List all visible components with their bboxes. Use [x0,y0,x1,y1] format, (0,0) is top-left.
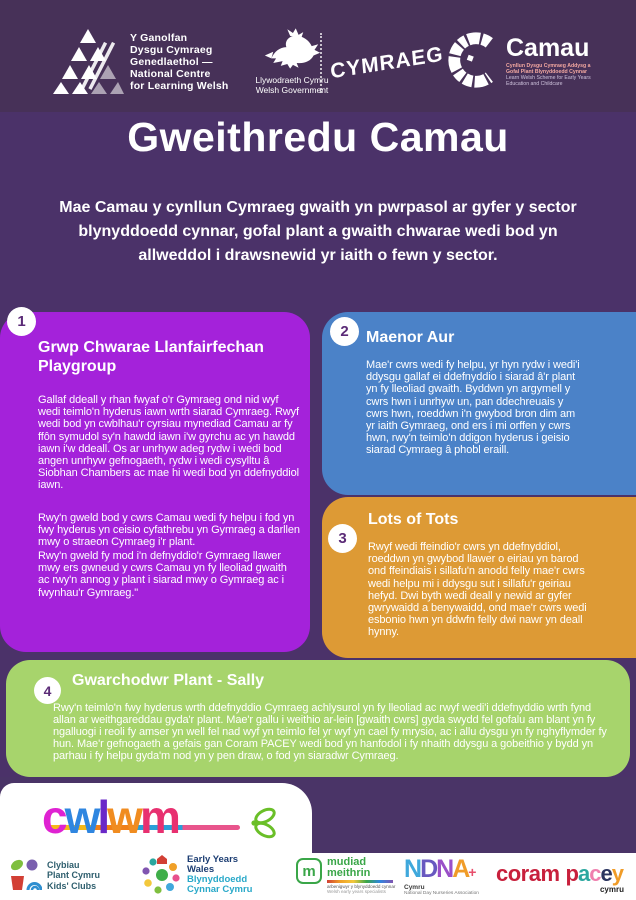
footer [0,777,636,900]
early-years-line: Early Years [187,854,239,865]
card-paragraph: Rwy'n gweld fy mod i'n defnyddio'r Gymraeg llawer mwy ers gwneud y cwrs Camau yn fy lleoliad gwaith ac rwy'n annog y plant i siarad mwy o Gymraeg ac i fwynhau'r Gymraeg." [38,550,287,599]
welsh-government-logo [240,27,344,95]
card-paragraph: Rwy'n gweld bod y cwrs Camau wedi fy helpu i fod yn fwy hyderus yn ceisio cyfathrebu yn Gymraeg a darllen mwy o straeon Cymraeg i'r plant. [38,512,300,549]
clybiau-icon [8,857,42,894]
page-title: Gweithredu Camau [127,114,509,160]
pacey-wordmark: pacey [565,861,623,886]
camau-tagline-en: Learn Welsh Scheme for Early Years Education and Childcare [506,75,591,87]
testimonial-card-1 [0,312,310,652]
card-number-badge: 3 [328,524,357,553]
cwlwm-logo [42,787,278,851]
welsh-government-name-cy: Llywodraeth Cymru [255,75,329,85]
welsh-dragon-icon [262,27,322,69]
early-years-icon [142,855,182,895]
testimonial-card-4 [6,660,630,777]
card-title: Grwp Chwarae Llanfairfechan Playgroup [38,339,264,375]
learn-welsh-line: Dysgu Cymraeg [130,44,213,56]
early-years-line: Blynyddoedd [187,874,248,885]
learn-welsh-line: National Centre [130,68,211,80]
camau-tagline-cy: Cynllun Dysgu Cymraeg Addysg a Gofal Plant Blynyddoedd Cynnar [506,63,591,75]
learn-welsh-triangle-icon [52,26,124,94]
card-title: Gwarchodwr Plant - Sally [72,672,265,689]
mudiad-m-icon: m [296,858,322,884]
card-paragraph: Rwy'n teimlo'n fwy hyderus wrth ddefnyddio Cymraeg achlysurol yn fy lleoliad ac rwyf wedi'i ddefnyddio wrth fynd allan ar weithgareddau gyda'r plant. Mae'r gallu i weithio ar-lein [gwaith cwrs] gyda swydd fel gofalu am blant yn fy ngalluogi i reoli fy amser yn well fel nad wyf yn teimlo fel yr wyf yn cael fy mrysio, ac i allu dysgu yn fy nghyflymder fy hun. Mae'r gefnogaeth a gefais gan Coram PACEY wedi bod yn hanfodol i fy nhaith ddysgu a gobeithio y bydd yn parhau i fy helpu gyda'm nod yn y pen draw, o fod yn siaradwr Cymraeg. [53,702,607,762]
ndna-wordmark: NDNA [404,855,469,883]
header-band [0,0,636,112]
mudiad-color-bar [327,880,393,883]
card-paragraph: Gallaf ddeall y rhan fwyaf o'r Gymraeg ond nid wyf wedi teimlo'n hyderus iawn wrth siarad Cymraeg. Rwyf wedi bod yn cwblhau'r cyrsiau mynediad Camau ar fy ffôn symudol sy'n hawdd iawn i'w gyrchu ac yn hawdd iawn i'w ddeall. Os ar unrhyw adeg rydw i wedi bod angen unrhyw gefnogaeth, rydw i wedi cysylltu â Siobhan Chambers ac mae hi wedi bod yn ddefnyddiol iawn. [38,394,299,492]
mudiad-name: meithrin [327,866,371,879]
testimonial-card-3 [322,497,636,658]
clybiau-line: Plant Cymru [47,870,101,881]
coram-wordmark: coram [496,861,560,886]
mudiad-tagline-cy: arbenigwyr y blynyddoedd cynnar [327,884,396,889]
card-number-badge: 4 [34,677,61,704]
ndna-subtitle: National Day Nurseries Association [404,891,479,896]
learn-welsh-logo-text [130,32,229,92]
clybiau-plant-cymru-logo [8,857,100,894]
mudiad-tagline-en: Welsh early years specialists [327,889,386,894]
early-years-wales-logo [142,855,252,895]
welsh-government-name-en: Welsh Government [255,85,329,95]
cwlwm-wordmark: cwlwm [42,791,178,843]
cymraeg-wordmark: CYMRAEG [329,42,445,84]
camau-logo [444,27,624,97]
card-title: Lots of Tots [368,511,459,528]
card-number-badge: 2 [330,317,359,346]
card-number-badge: 1 [7,307,36,336]
learn-welsh-line: for Learning Welsh [130,80,229,92]
ndna-plus-icon: + [468,864,477,880]
coram-pacey-logo [496,861,624,894]
card-paragraph: Mae'r cwrs wedi fy helpu, yr hyn rydw i wedi'i ddysgu gallaf ei ddefnyddio i siarad â'r plant yn fy lleoliad gwaith. Byddwn yn argymell y cwrs hwn i unrhyw un, pan ddechreuais y cwrs hwn, roeddwn i'n gwybod bron dim am yr iaith Gymraeg, ond ers i mi orffen y cwrs hwn, rwy'n teimlo'n ddigon hyderus i geisio siarad Cymraeg â phobl eraill. [366,359,580,457]
testimonial-card-2 [322,312,636,495]
card-paragraph: Rwyf wedi ffeindio'r cwrs yn ddefnyddiol, roeddwn yn gwybod llawer o eiriau yn barod ond ffeindiais i sillafu'n anodd felly mae'r cwrs wedi helpu mi i ddysgu sut i sillafu'r geiriau hefyd. Dwi byth wedi deall y newid ar gyfer gwrywaidd a benywaidd, ond mae'r cwrs wedi esbonio hwn yn ddwfn felly dwi nawr yn deall hynny. [368,541,587,639]
logo-divider [320,33,322,93]
clybiau-line: Clybiau [47,859,80,870]
learn-welsh-line: Y Ganolfan [130,32,188,44]
early-years-line: Wales [187,864,215,875]
ndna-region: Cymru [404,884,425,891]
mudiad-name: mudiad [327,856,367,868]
ndna-logo [404,857,479,896]
camau-c-icon [444,27,502,93]
mudiad-meithrin-logo [296,857,395,894]
camau-wordmark: Camau [506,34,590,62]
coram-region: cymru [599,885,624,894]
card-title: Maenor Aur [366,329,455,346]
early-years-line: Cynnar Cymru [187,884,253,895]
learn-welsh-line: Genedlaethol — [130,56,213,68]
clybiau-line: Kids' Clubs [47,880,97,891]
intro-text: Mae Camau y cynllun Cymraeg gwaith yn pwrpasol ar gyfer y sector blynyddoedd cynnar, gofal plant a gwaith chwarae wedi bod yn allweddol i drawsnewid yr iaith o fewn y sector. [59,199,577,264]
